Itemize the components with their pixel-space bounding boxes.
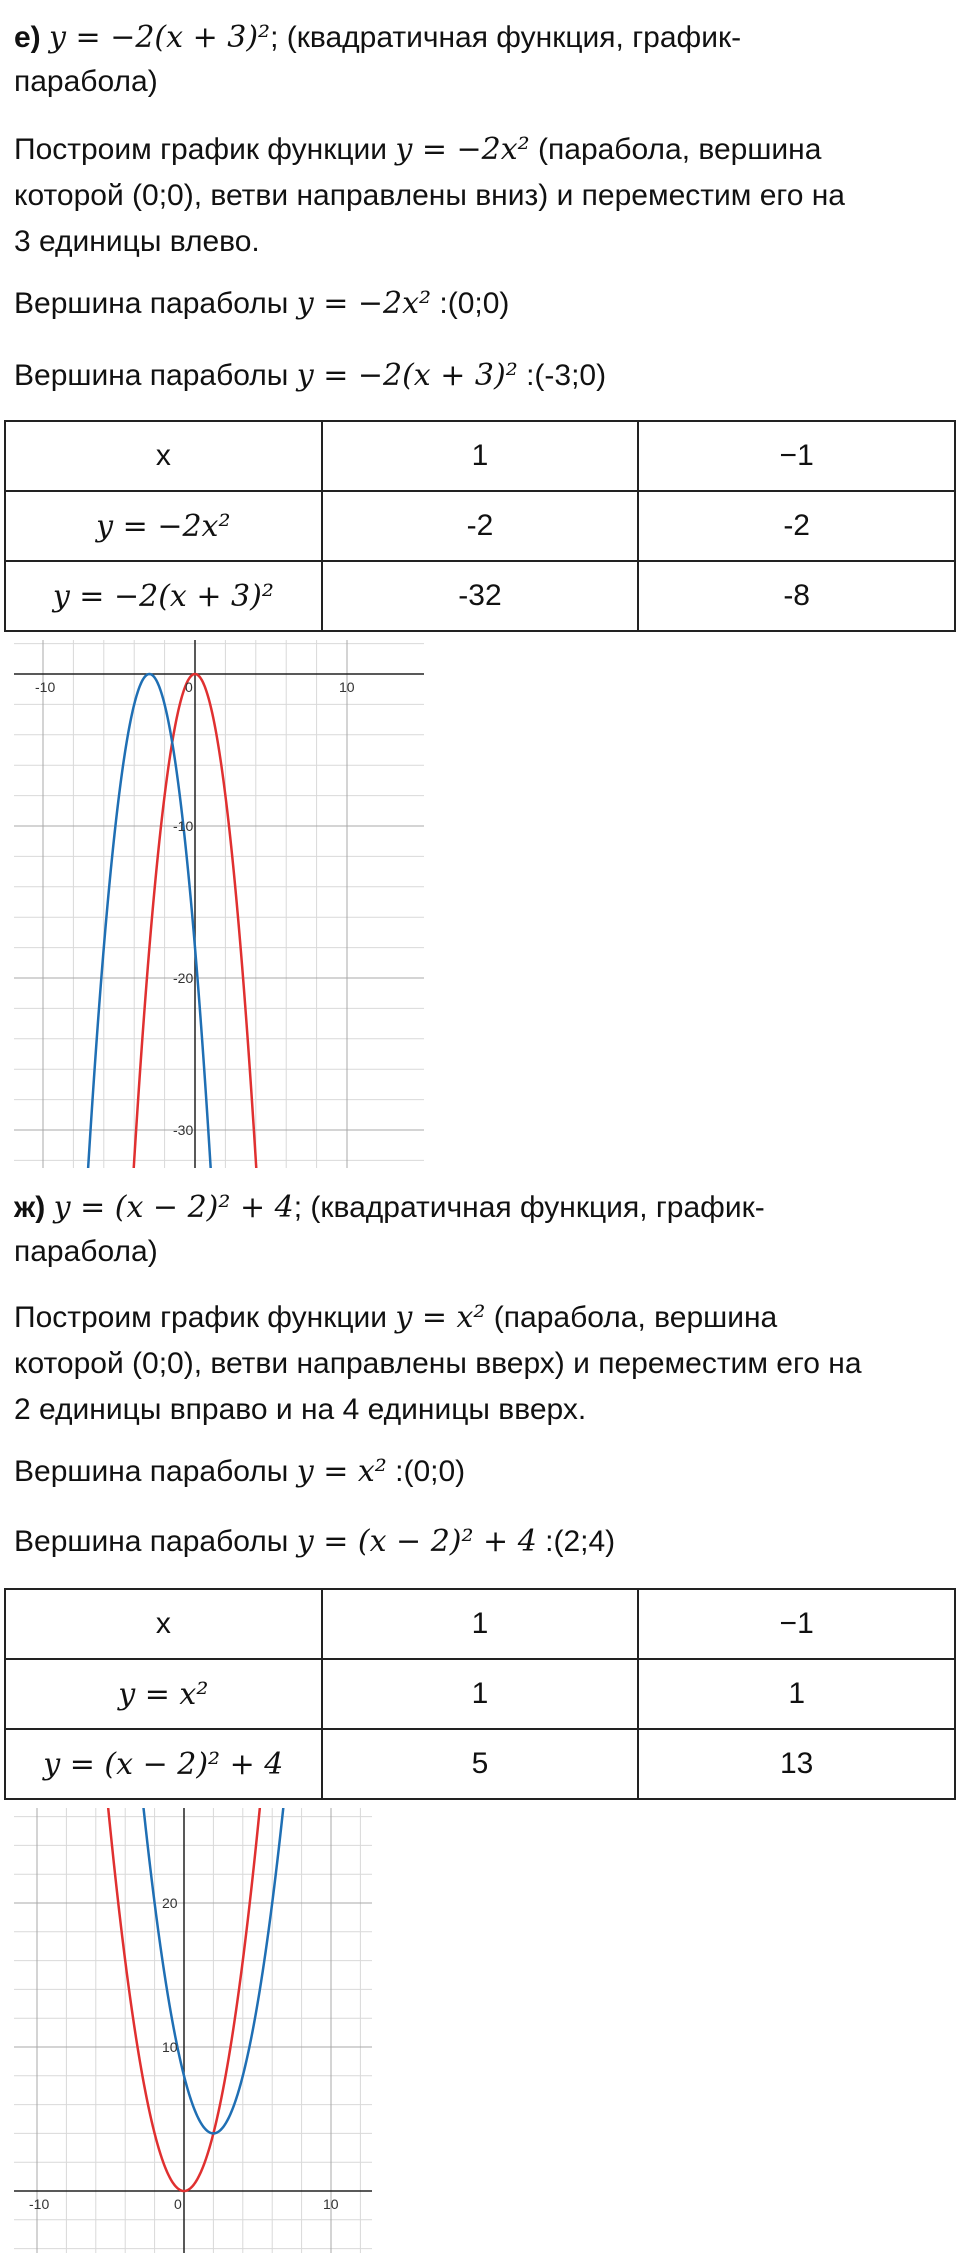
section-e-text-b: (парабола, вершина <box>529 133 822 166</box>
y-tick-label: 20 <box>162 1895 178 1911</box>
x-tick-label: -10 <box>29 2196 50 2212</box>
x-tick-label: 10 <box>339 679 355 695</box>
x-tick-label: 10 <box>323 2196 339 2212</box>
y-tick-label: -30 <box>173 1122 194 1138</box>
vertex2-formula: y = −2(x + 3)² <box>296 358 518 393</box>
table-cell: y = −2(x + 3)² <box>5 561 322 631</box>
section-e-text-line1 <box>14 128 944 172</box>
vertex2-label: Вершина параболы <box>14 1525 297 1558</box>
table-cell: 1 <box>638 1659 955 1729</box>
section-zh-text-line3: 2 единицы вправо и на 4 единицы вверх. <box>14 1393 587 1426</box>
section-zh-text-formula: y = x² <box>395 1300 486 1335</box>
table-cell: -2 <box>638 491 955 561</box>
vertex1-value: :(0;0) <box>386 1455 466 1488</box>
table-cell: x <box>5 1589 322 1659</box>
vertex1-formula: y = −2x² <box>296 286 432 321</box>
section-zh-value-table <box>4 1588 956 1800</box>
section-e-text-a: Построим график функции <box>14 133 396 166</box>
section-e-value-table <box>4 420 956 632</box>
section-e-vertex1 <box>14 282 944 326</box>
table-row <box>5 1729 955 1799</box>
table-cell: y = x² <box>5 1659 322 1729</box>
vertex1-formula: y = x² <box>296 1454 387 1489</box>
vertex2-formula: y = (x − 2)² + 4 <box>296 1524 537 1559</box>
section-e-graph <box>14 640 424 1168</box>
table-cell: x <box>5 421 322 491</box>
y-tick-label: -20 <box>173 970 194 986</box>
section-zh-heading <box>14 1186 944 1230</box>
section-e-heading <box>14 16 944 60</box>
section-zh-graph <box>14 1808 372 2253</box>
section-zh-vertex2 <box>14 1520 944 1564</box>
table-cell: 13 <box>638 1729 955 1799</box>
table-cell: y = −2x² <box>5 491 322 561</box>
section-zh-text-a: Построим график функции <box>14 1301 396 1334</box>
table-cell: −1 <box>638 421 955 491</box>
table-cell: -2 <box>322 491 639 561</box>
table-cell: -32 <box>322 561 639 631</box>
section-e-heading-text: ; (квадратичная функция, график- <box>270 21 742 54</box>
vertex2-value: :(2;4) <box>536 1525 616 1558</box>
section-zh-formula: y = (x − 2)² + 4 <box>53 1190 294 1225</box>
table-cell: 1 <box>322 1589 639 1659</box>
parabola-base <box>14 674 361 1168</box>
section-zh-text-line1 <box>14 1296 944 1340</box>
table-cell: −1 <box>638 1589 955 1659</box>
table-header-row <box>5 1589 955 1659</box>
table-row <box>5 561 955 631</box>
table-row <box>5 1659 955 1729</box>
section-e-text-formula: y = −2x² <box>395 132 530 167</box>
section-e-text-line2: которой (0;0), ветви направлены вниз) и переместим его на <box>14 179 845 212</box>
parabola-shifted <box>14 1808 372 2133</box>
x-tick-label: 0 <box>174 2196 182 2212</box>
table-cell: 1 <box>322 1659 639 1729</box>
section-zh-heading-line2: парабола) <box>14 1235 158 1268</box>
section-zh-vertex1 <box>14 1450 944 1494</box>
section-zh-text-line2: которой (0;0), ветви направлены вверх) и переместим его на <box>14 1347 862 1380</box>
table-cell: y = (x − 2)² + 4 <box>5 1729 322 1799</box>
table-cell: 5 <box>322 1729 639 1799</box>
section-e-heading-line2: парабола) <box>14 65 158 98</box>
section-e-text-line3: 3 единицы влево. <box>14 225 260 258</box>
vertex1-value: :(0;0) <box>431 287 510 320</box>
x-tick-label: -10 <box>35 679 56 695</box>
y-tick-label: -10 <box>173 818 194 834</box>
vertex2-value: :(-3;0) <box>517 359 607 392</box>
table-cell: 1 <box>322 421 639 491</box>
table-row <box>5 491 955 561</box>
y-tick-label: 10 <box>162 2039 178 2055</box>
table-header-row <box>5 421 955 491</box>
section-e-formula: y = −2(x + 3)² <box>49 20 271 55</box>
section-zh-heading-text: ; (квадратичная функция, график- <box>293 1191 765 1224</box>
vertex2-label: Вершина параболы <box>14 359 297 392</box>
vertex1-label: Вершина параболы <box>14 287 297 320</box>
section-zh-letter: ж) <box>14 1191 46 1224</box>
section-e-vertex2 <box>14 354 944 398</box>
section-zh-text-b: (парабола, вершина <box>485 1301 778 1334</box>
table-cell: -8 <box>638 561 955 631</box>
x-tick-label: 0 <box>185 679 193 695</box>
section-e-letter: е) <box>14 21 41 54</box>
vertex1-label: Вершина параболы <box>14 1455 297 1488</box>
parabola-shifted <box>14 674 361 1168</box>
